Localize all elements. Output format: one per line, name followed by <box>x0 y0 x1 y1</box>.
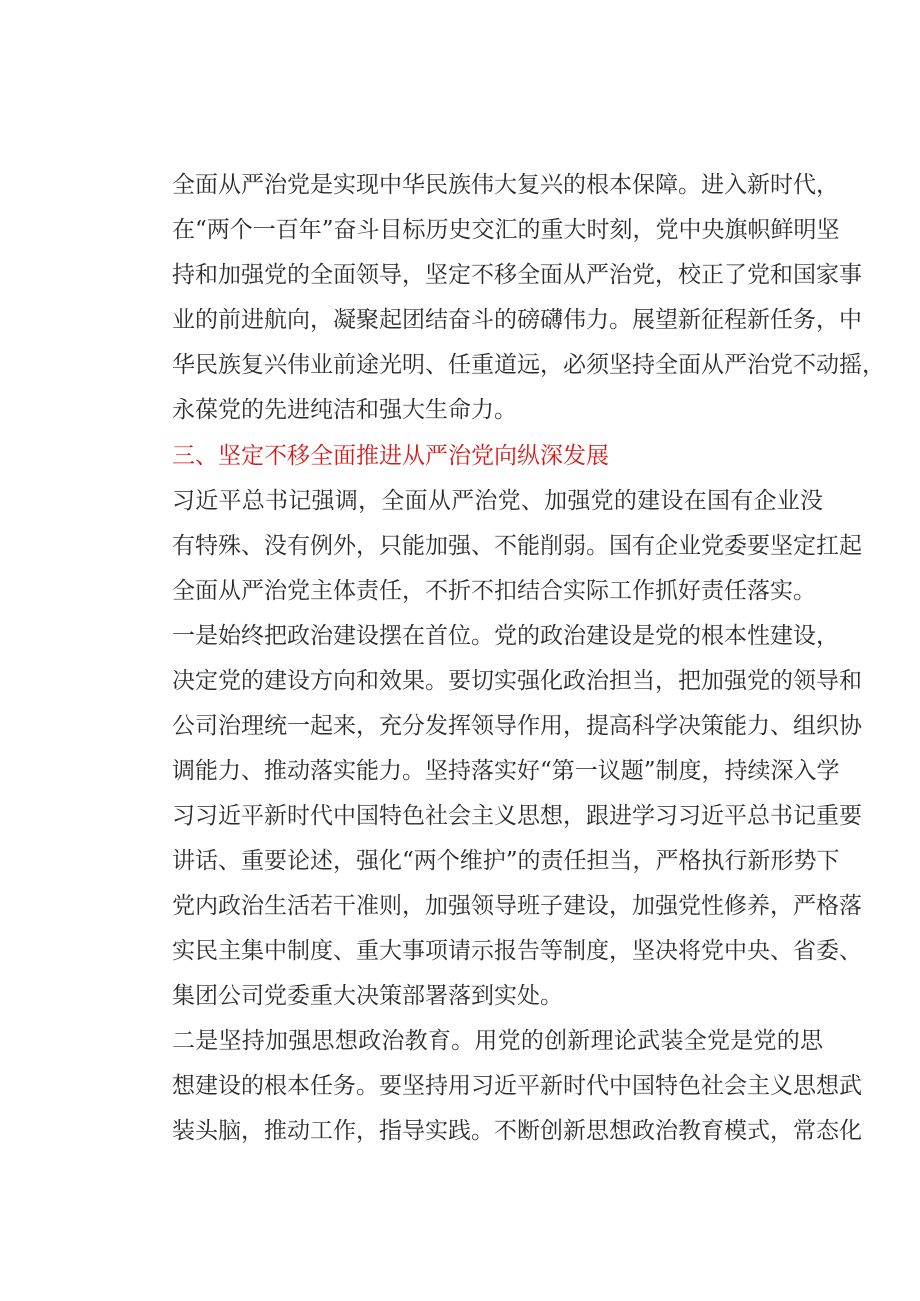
p1-line-3: 持和加强党的全面领导，坚定不移全面从严治党，校正了党和国家事 <box>172 262 862 288</box>
p2-line-2: 有特殊、没有例外，只能加强、不能削弱。国有企业党委要坚定扛起 <box>172 533 862 559</box>
p1-line-6: 永葆党的先进纯洁和强大生命力。 <box>172 397 517 423</box>
p2-line-3: 全面从严治党主体责任，不折不扣结合实际工作抓好责任落实。 <box>172 578 816 604</box>
p3-line-4: 调能力、推动落实能力。坚持落实好“第一议题”制度，持续深入学 <box>172 758 840 784</box>
p3-line-3: 公司治理统一起来，充分发挥领导作用，提高科学决策能力、组织协 <box>172 713 862 739</box>
p4-line-2: 想建设的根本任务。要坚持用习近平新时代中国特色社会主义思想武 <box>172 1073 862 1099</box>
p3-line-8: 实民主集中制度、重大事项请示报告等制度，坚决将党中央、省委、 <box>172 938 862 964</box>
p3-line-6: 讲话、重要论述，强化“两个维护”的责任担当，严格执行新形势下 <box>172 848 840 874</box>
p1-line-4: 业的前进航向，凝聚起团结奋斗的磅礴伟力。展望新征程新任务，中 <box>172 307 862 333</box>
p3-line-2: 决定党的建设方向和效果。要切实强化政治担当，把加强党的领导和 <box>172 668 862 694</box>
p3-line-1: 一是始终把政治建设摆在首位。党的政治建设是党的根本性建设， <box>172 623 839 649</box>
p4-line-1: 二是坚持加强思想政治教育。用党的创新理论武装全党是党的思 <box>172 1028 823 1054</box>
p1-line-5: 华民族复兴伟业前途光明、任重道远，必须坚持全面从严治党不动摇， <box>172 352 885 378</box>
p3-line-7: 党内政治生活若干准则，加强领导班子建设，加强党性修养，严格落 <box>172 893 862 919</box>
p1-line-2: 在“两个一百年”奋斗目标历史交汇的重大时刻，党中央旗帜鲜明坚 <box>172 217 840 243</box>
p1-line-1: 全面从严治党是实现中华民族伟大复兴的根本保障。进入新时代， <box>172 172 839 198</box>
section-heading: 三、坚定不移全面推进从严治党向纵深发展 <box>172 443 609 469</box>
p3-line-9: 集团公司党委重大决策部署落到实处。 <box>172 983 563 1009</box>
p2-line-1: 习近平总书记强调，全面从严治党、加强党的建设在国有企业没 <box>172 488 823 514</box>
p4-line-3: 装头脑，推动工作，指导实践。不断创新思想政治教育模式，常态化 <box>172 1118 862 1144</box>
p3-line-5: 习习近平新时代中国特色社会主义思想，跟进学习习近平总书记重要 <box>172 803 862 829</box>
